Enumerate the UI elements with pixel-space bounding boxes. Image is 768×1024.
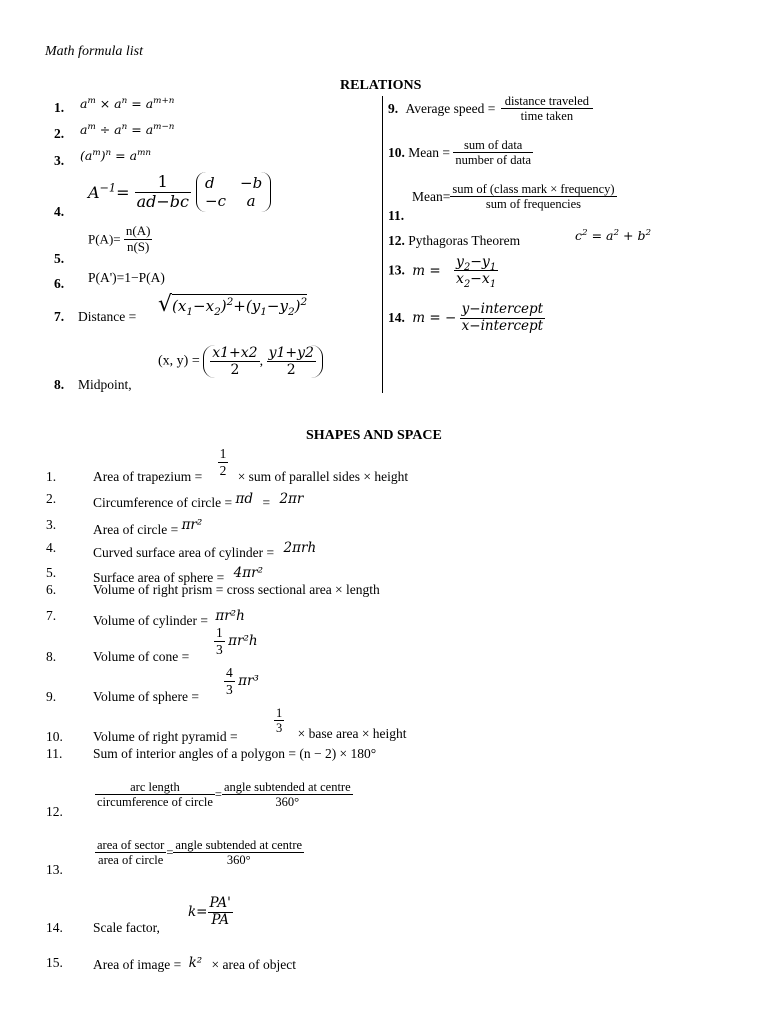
formula-12: $c^2 = a^2 + b^2$ <box>575 227 652 243</box>
formula-10: 10. Mean = $\frac{\text{sum of data}}{\text{number of data}}$ <box>388 138 532 168</box>
formula-12-label: 12. Pythagoras Theorem <box>388 233 521 248</box>
item-number: 10. <box>46 729 63 744</box>
shape-item-1: Area of trapezium = $\frac{1}{2}$ × sum of parallel sides × height <box>93 446 409 485</box>
shape-item-13: $\frac{\text{area of sector}}{\text{area of circle}}$ = $\frac{\text{angle subtended at centre}}{360^\circ}$ <box>97 838 303 868</box>
shape-item-12: $\frac{\text{arc length}}{\text{circumference of circle}}$ = $\frac{\text{angle subtended at centre}}{360^\circ}$ <box>97 780 351 810</box>
shape-item-9-text: Volume of sphere = <box>93 689 199 704</box>
item-number: 11. <box>388 208 405 223</box>
formula-14: 14. m = − $\frac{\text{y−intercept}}{\text{x−intercept}}$ <box>388 301 544 334</box>
item-number: 11. <box>46 746 63 761</box>
formula-8: (x, y) = $\frac{x1+x2}{2}$ , $\frac{y1+y2}{2}$ <box>158 345 323 378</box>
shape-item-10-text: Volume of right pyramid = <box>93 729 238 744</box>
shape-item-8-expr: $\frac{1}{3}$ πr²h <box>216 625 258 657</box>
item-number: 2. <box>54 126 65 141</box>
shape-item-14-text: Scale factor, <box>93 920 160 935</box>
item-number: 2. <box>46 491 57 506</box>
shape-item-8-text: Volume of cone = <box>93 649 190 664</box>
shape-item-14-expr: k= $\frac{PA'}{PA}$ <box>188 895 231 928</box>
shapes-heading: SHAPES AND SPACE <box>306 428 442 443</box>
item-number: 1. <box>54 100 65 115</box>
item-number: 12. <box>46 804 63 819</box>
page-title: Math formula list <box>45 44 144 59</box>
shape-item-7: Volume of cylinder = πr²h <box>93 608 245 628</box>
formula-9: 9. Average speed = $\frac{\text{distance traveled}}{\text{time taken}}$ <box>388 94 593 124</box>
shape-item-15: Area of image = k² × area of object <box>93 955 296 972</box>
item-number: 14. <box>46 920 63 935</box>
item-number: 9. <box>46 689 57 704</box>
formula-7: $√(x_1-x_2)^2+(y_1-y_2)^2$ <box>158 292 308 318</box>
formula-11: Mean= $\frac{\text{sum of (class mark × frequency)}}{\text{sum of frequencies}}$ <box>412 182 615 212</box>
item-number: 8. <box>54 377 65 392</box>
item-number: 7. <box>46 608 57 623</box>
item-number: 15. <box>46 955 63 970</box>
shape-item-5: Surface area of sphere = 4πr² <box>93 565 263 585</box>
formula-4: $A^{-1}=$ $\frac{1}{ad-bc}$ d −b −c a <box>88 172 271 212</box>
item-number: 3. <box>46 517 57 532</box>
formula-5: P(A)= $\frac{n(A)}{n(S)}$ <box>88 223 151 254</box>
shape-item-3: Area of circle = πr² <box>93 517 203 537</box>
formula-3: $(a^m)^n = a^{mn}$ <box>80 147 151 163</box>
relations-heading: RELATIONS <box>340 78 422 93</box>
formula-6: P(A')=1−P(A) <box>88 270 165 285</box>
column-divider <box>382 96 383 393</box>
shape-item-11: Sum of interior angles of a polygon = (n − 2) × 180° <box>93 746 377 761</box>
shape-item-4: Curved surface area of cylinder = 2πrh <box>93 540 317 560</box>
item-number: 6. <box>54 276 65 291</box>
item-number: 5. <box>46 565 57 580</box>
item-number: 6. <box>46 582 57 597</box>
midpoint-label: Midpoint, <box>78 377 132 392</box>
distance-label: Distance = <box>78 309 137 324</box>
formula-1: $a^m \times a^n = a^{m+n}$ <box>80 95 175 111</box>
shape-item-9-expr: $\frac{4}{3}$ πr³ <box>226 665 259 697</box>
formula-13: 13. m = $\frac{y_2-y_1}{x_2-x_1}$ <box>388 254 497 290</box>
item-number: 7. <box>54 309 65 324</box>
item-number: 3. <box>54 153 65 168</box>
shape-item-10-expr: $\frac{1}{3}$ × base area × height <box>276 706 407 741</box>
formula-2: $a^m \div a^n = a^{m-n}$ <box>80 121 175 137</box>
shape-item-2: Circumference of circle = πd = 2πr <box>93 491 304 510</box>
shape-item-6: Volume of right prism = cross sectional area × length <box>93 582 380 597</box>
item-number: 1. <box>46 469 57 484</box>
item-number: 13. <box>46 862 63 877</box>
item-number: 5. <box>54 251 65 266</box>
item-number: 4. <box>46 540 57 555</box>
item-number: 8. <box>46 649 57 664</box>
item-number: 4. <box>54 204 65 219</box>
